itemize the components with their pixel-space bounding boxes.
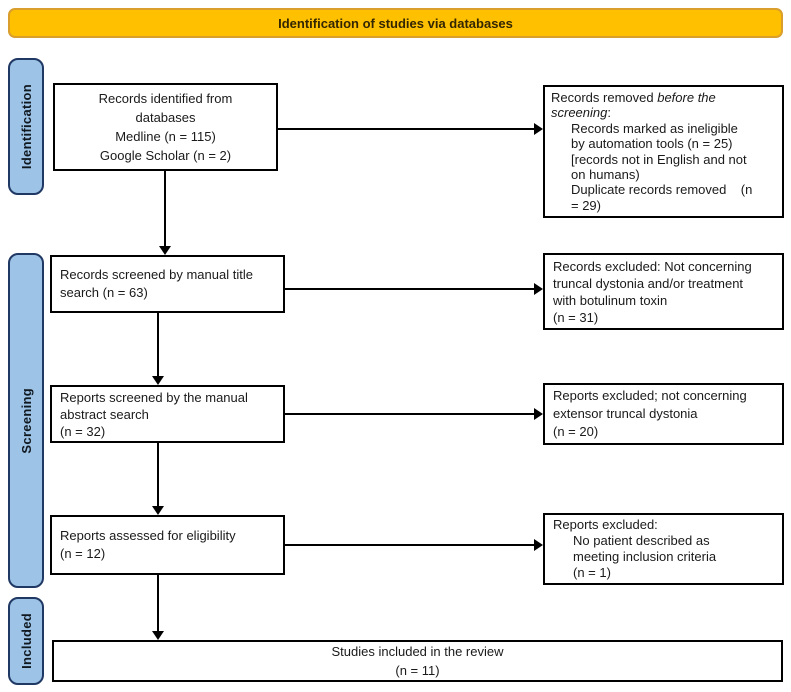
text-line: search (n = 63) (60, 285, 148, 300)
text-line: (n = 31) (553, 309, 599, 325)
text-line: on humans) (571, 167, 640, 183)
text-line: Reports excluded: (553, 517, 658, 532)
stage-label-identification-text: Identification (18, 83, 34, 170)
text-line: with botulinum toxin (553, 292, 668, 308)
records-removed-intro-line2 (551, 105, 776, 120)
arrow-head-right-icon (534, 408, 543, 420)
text-line: meeting inclusion criteria (573, 549, 717, 564)
arrow-head-right-icon (534, 539, 543, 551)
box-studies-included (52, 640, 783, 682)
text-line: [records not in English and not (571, 151, 747, 167)
arrow-head-down-icon (152, 506, 164, 515)
text-line: (n = 1) (573, 565, 611, 580)
text-line: Reports screened by the manual (60, 389, 248, 405)
arrow-head-right-icon (534, 123, 543, 135)
text-line: Reports excluded; not concerning (553, 388, 747, 403)
stage-label-included (8, 597, 44, 685)
arrow-shaft (285, 544, 535, 546)
text-segment: : (607, 105, 611, 121)
stage-label-included-text: Included (18, 613, 34, 669)
arrow-shaft (285, 288, 535, 290)
text-line: Studies included in the review (331, 644, 504, 659)
box-records-screened-title (50, 255, 285, 313)
stage-label-screening-text: Screening (18, 387, 34, 454)
records-removed-intro-line1 (551, 90, 776, 105)
text-line: (n = 32) (60, 423, 106, 439)
text-line: abstract search (60, 406, 149, 422)
arrow-shaft (285, 413, 535, 415)
box-reports-excluded-abstract (543, 383, 784, 445)
stage-label-identification (8, 58, 44, 195)
banner-title: Identification of studies via databases (278, 15, 513, 31)
text-line: extensor truncal dystonia (553, 406, 698, 421)
text-line: Records screened by manual title (60, 267, 253, 282)
text-line: Medline (n = 115) (115, 129, 216, 144)
text-line: Records marked as ineligible (571, 120, 738, 136)
text-line: (n = 12) (60, 546, 106, 561)
text-line: (n = 20) (553, 424, 599, 439)
box-records-identified (53, 83, 278, 171)
text-segment-italic: screening (551, 105, 608, 121)
text-line: (n = 11) (395, 663, 440, 678)
arrow-shaft (157, 443, 159, 506)
box-reports-excluded-eligibility (543, 513, 784, 585)
box-reports-screened-abstract (50, 385, 285, 443)
text-line: Records identified from (98, 91, 233, 106)
text-line: No patient described as (573, 533, 710, 548)
arrow-shaft (164, 171, 166, 246)
text-line: = 29) (571, 197, 601, 213)
banner (8, 8, 783, 38)
text-line: truncal dystonia and/or treatment (553, 275, 744, 291)
text-line: databases (135, 110, 196, 125)
text-segment: Records removed (551, 90, 658, 105)
arrow-shaft (157, 313, 159, 376)
text-line: Duplicate records removed (n (571, 182, 753, 198)
arrow-head-down-icon (159, 246, 171, 255)
arrow-head-down-icon (152, 631, 164, 640)
arrow-shaft (157, 575, 159, 631)
text-line: by automation tools (n = 25) (571, 136, 733, 152)
box-reports-assessed (50, 515, 285, 575)
text-line: Records excluded: Not concerning (553, 258, 752, 274)
box-records-excluded-title (543, 253, 784, 330)
arrow-head-down-icon (152, 376, 164, 385)
text-segment-italic: before the (657, 90, 716, 105)
text-line: Reports assessed for eligibility (60, 528, 236, 543)
arrow-shaft (278, 128, 535, 130)
stage-label-screening (8, 253, 44, 588)
arrow-head-right-icon (534, 283, 543, 295)
box-records-removed (543, 85, 784, 218)
text-line: Google Scholar (n = 2) (99, 148, 232, 163)
